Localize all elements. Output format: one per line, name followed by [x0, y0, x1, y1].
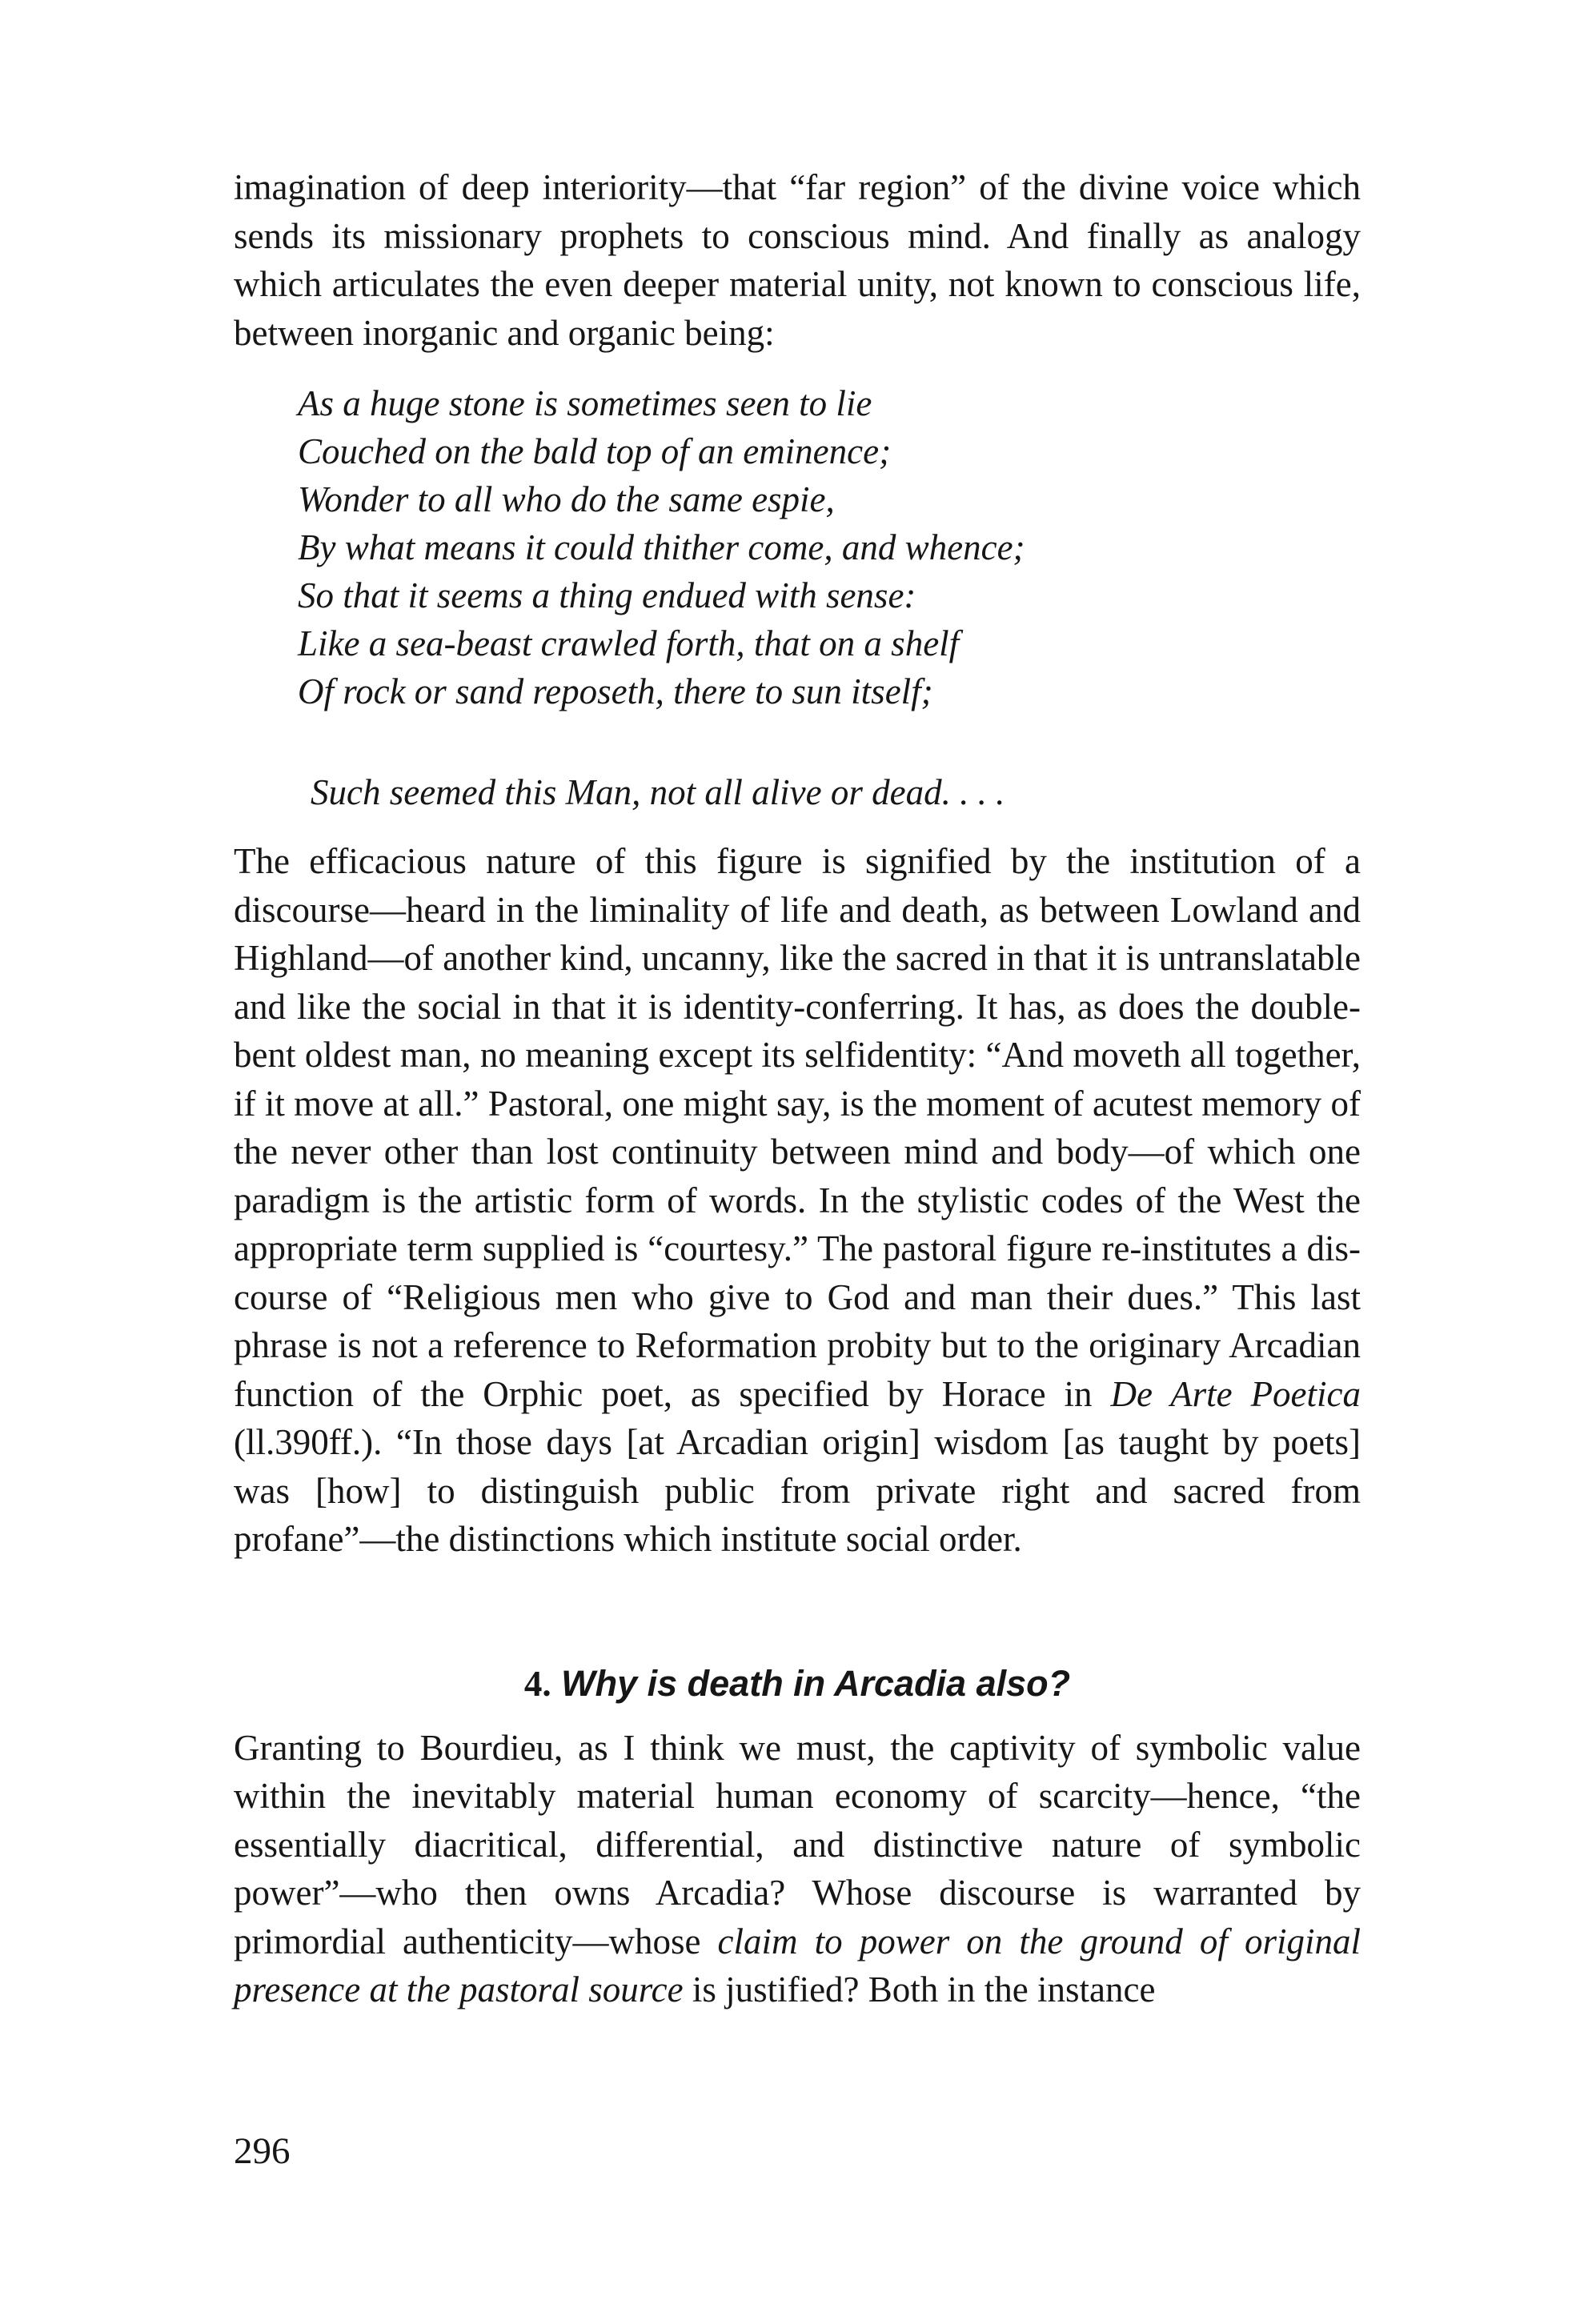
page-number: 296 [234, 2130, 291, 2172]
section-number: 4. [523, 1663, 551, 1704]
verse-line: Couched on the bald top of an eminence; [298, 431, 892, 471]
verse-line: So that it seems a thing endued with sense: [298, 575, 916, 615]
verse-line: Wonder to all who do the same espie, [298, 479, 835, 519]
verse-line: As a huge stone is sometimes seen to lie [298, 383, 872, 423]
page-body [234, 163, 1361, 2014]
section-title: Why is death in Arcadia also? [561, 1662, 1071, 1704]
verse-final-line: Such seemed this Man, not all alive or dead. . . . [311, 772, 1005, 812]
paragraph-text: is justified? Both in the instance [683, 1969, 1156, 2009]
paragraph-bourdieu [234, 1724, 1361, 2014]
section-heading [234, 1660, 1361, 1708]
paragraph-efficacious-figure [234, 837, 1361, 1564]
verse-line: Of rock or sand reposeth, there to sun itself; [298, 671, 933, 711]
paragraph-text: The efficacious nature of this figure is signified by the institution of a discourse—heard in the liminality of life and death, as between Lowland and Highland—of another kind, uncanny, like the sacred in that it is untranslatable and like the social in that it is identity-conferring. It has, as does the double-bent oldest man, no meaning except its selfidentity: “And moveth all together, if it move at all.” Pastoral, one might say, is the moment of acutest memory of the never other than lost continuity between mind and body—of which one paradigm is the artistic form of words. In the stylistic codes of the West the appropriate term supplied is “courtesy.” The pastoral figure re-institutes a discourse of “Religious men who give to God and man their dues.” This last phrase is not a reference to Reformation probity but to the originary Arcadian function of the Orphic poet, as specified by Horace in [234, 841, 1361, 1414]
italic-title: De Arte Poetica [1110, 1373, 1361, 1414]
verse-quotation [298, 379, 1361, 816]
verse-line: Like a sea-beast crawled forth, that on a shelf [298, 623, 960, 663]
verse-line: By what means it could thither come, and whence; [298, 527, 1025, 567]
italic-phrase: claim to power on the ground of original presence at the pastoral source [234, 1921, 1361, 2009]
paragraph-text: Granting to Bourdieu, as I think we must, the captivity of symbolic value within the inevitably material human economy of scarcity—hence, “the essentially diacritical, differential, and distinctive nature of symbolic power”—who then owns Arcadia? Whose discourse is warranted by primordial authenticity—whose [234, 1727, 1361, 1961]
paragraph-text: (ll.390ff.). “In those days [at Arcadian origin] wisdom [as taught by poets] was [how] to distinguish public from private right and sacred from profane”—the distinctions which institute social order. [234, 1422, 1361, 1559]
paragraph-opening: imagination of deep interiority—that “far region” of the divine voice which sends its missionary prophets to conscious mind. And finally as analogy which articulates the even deeper material unity, not known to conscious life, between inorganic and organic being: [234, 167, 1361, 353]
